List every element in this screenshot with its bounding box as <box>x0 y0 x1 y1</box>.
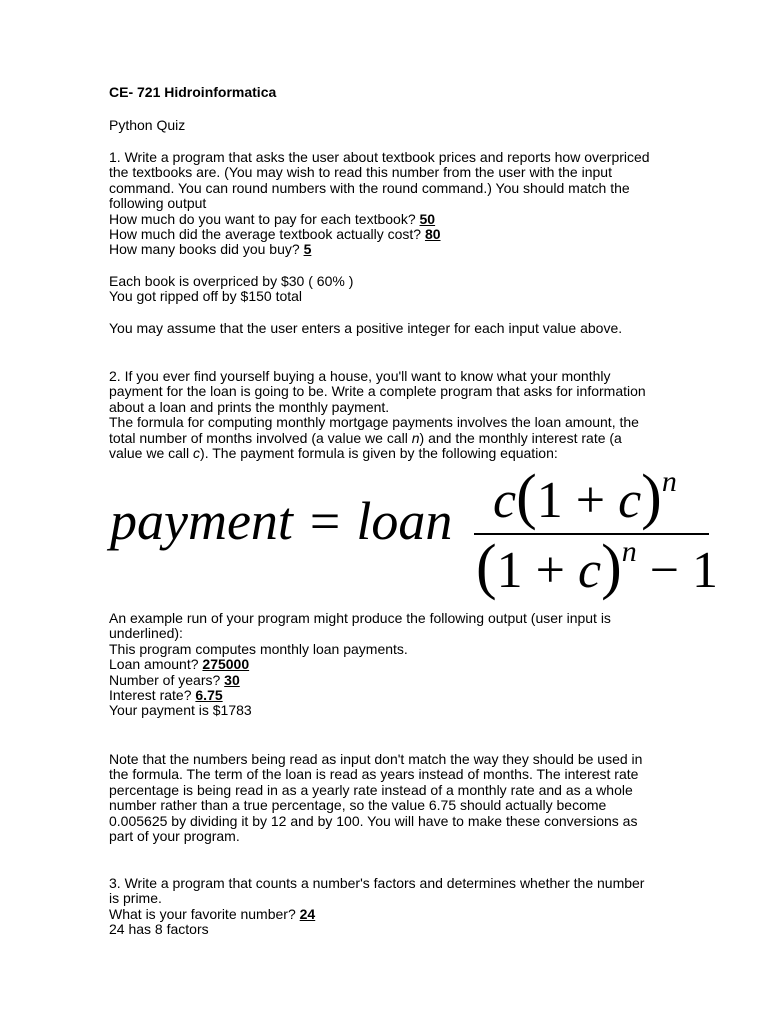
formula-numerator: $c(1 + c)^n$ <box>493 463 677 531</box>
quiz-subtitle: Python Quiz <box>109 117 186 133</box>
question-1-output: Each book is overpriced by $30 ( 60% ) You got ripped off by $150 total <box>109 273 354 305</box>
user-input: 80 <box>424 226 441 243</box>
formula-denominator: $(1 + c)^n - 1$ <box>476 533 719 601</box>
question-2-note: Note that the numbers being read as input don't match the way they should be used in the formula. The term of the loan is read as years instead of months. The interest rate percentage is being read in as a yearly rate instead of a monthly rate and as a whole number rather than a true percentage, so the value 6.75 should actually become 0.005625 by dividing it by 12 and by 100. You will have to make these conversions as part of your program. <box>109 751 643 845</box>
user-input: 50 <box>419 210 436 227</box>
question-1-note: You may assume that the user enters a positive integer for each input value above. <box>109 320 623 336</box>
question-2: 2. If you ever find yourself buying a house, you'll want to know what your monthly payment for the loan is going to be. Write a complete program that asks for information about a loan and prints the monthly payment. The formula for computing monthly mortgage payments involves the loan amount, the total number of months involved (a value we call n) and the monthly interest rate (a value we call c). The payment formula is given by the following equation: <box>109 368 646 462</box>
user-input: 30 <box>224 671 240 688</box>
user-input: 6.75 <box>195 687 223 704</box>
question-1: 1. Write a program that asks the user about textbook prices and reports how overpriced the textbooks are. (You may wish to read this number from the user with the input command. You can round numbers with the round command.) You should match the following output How much do you want to pay for each textbook? 50 How much did the average textbook actually cost? 80 How many books did you buy? 5 <box>109 149 650 258</box>
user-input: 5 <box>303 241 312 258</box>
question-3: 3. Write a program that counts a number's factors and determines whether the number is prime. What is your favorite number? 24 24 has 8 factors <box>109 875 645 938</box>
payment-formula: payment = loan $c(1 + c)^n$ $(1 + c)^n - 1$ <box>110 463 719 601</box>
course-title: CE- 721 Hidroinformatica <box>109 84 277 100</box>
question-2-example: An example run of your program might produce the following output (user input is underlined): This program computes monthly loan payments. Loan amount? 275000 Number of years? 30 Interest rate? 6.75 Your payment is $1783 <box>109 610 611 719</box>
user-input: 24 <box>299 905 316 922</box>
user-input: 275000 <box>202 656 250 673</box>
